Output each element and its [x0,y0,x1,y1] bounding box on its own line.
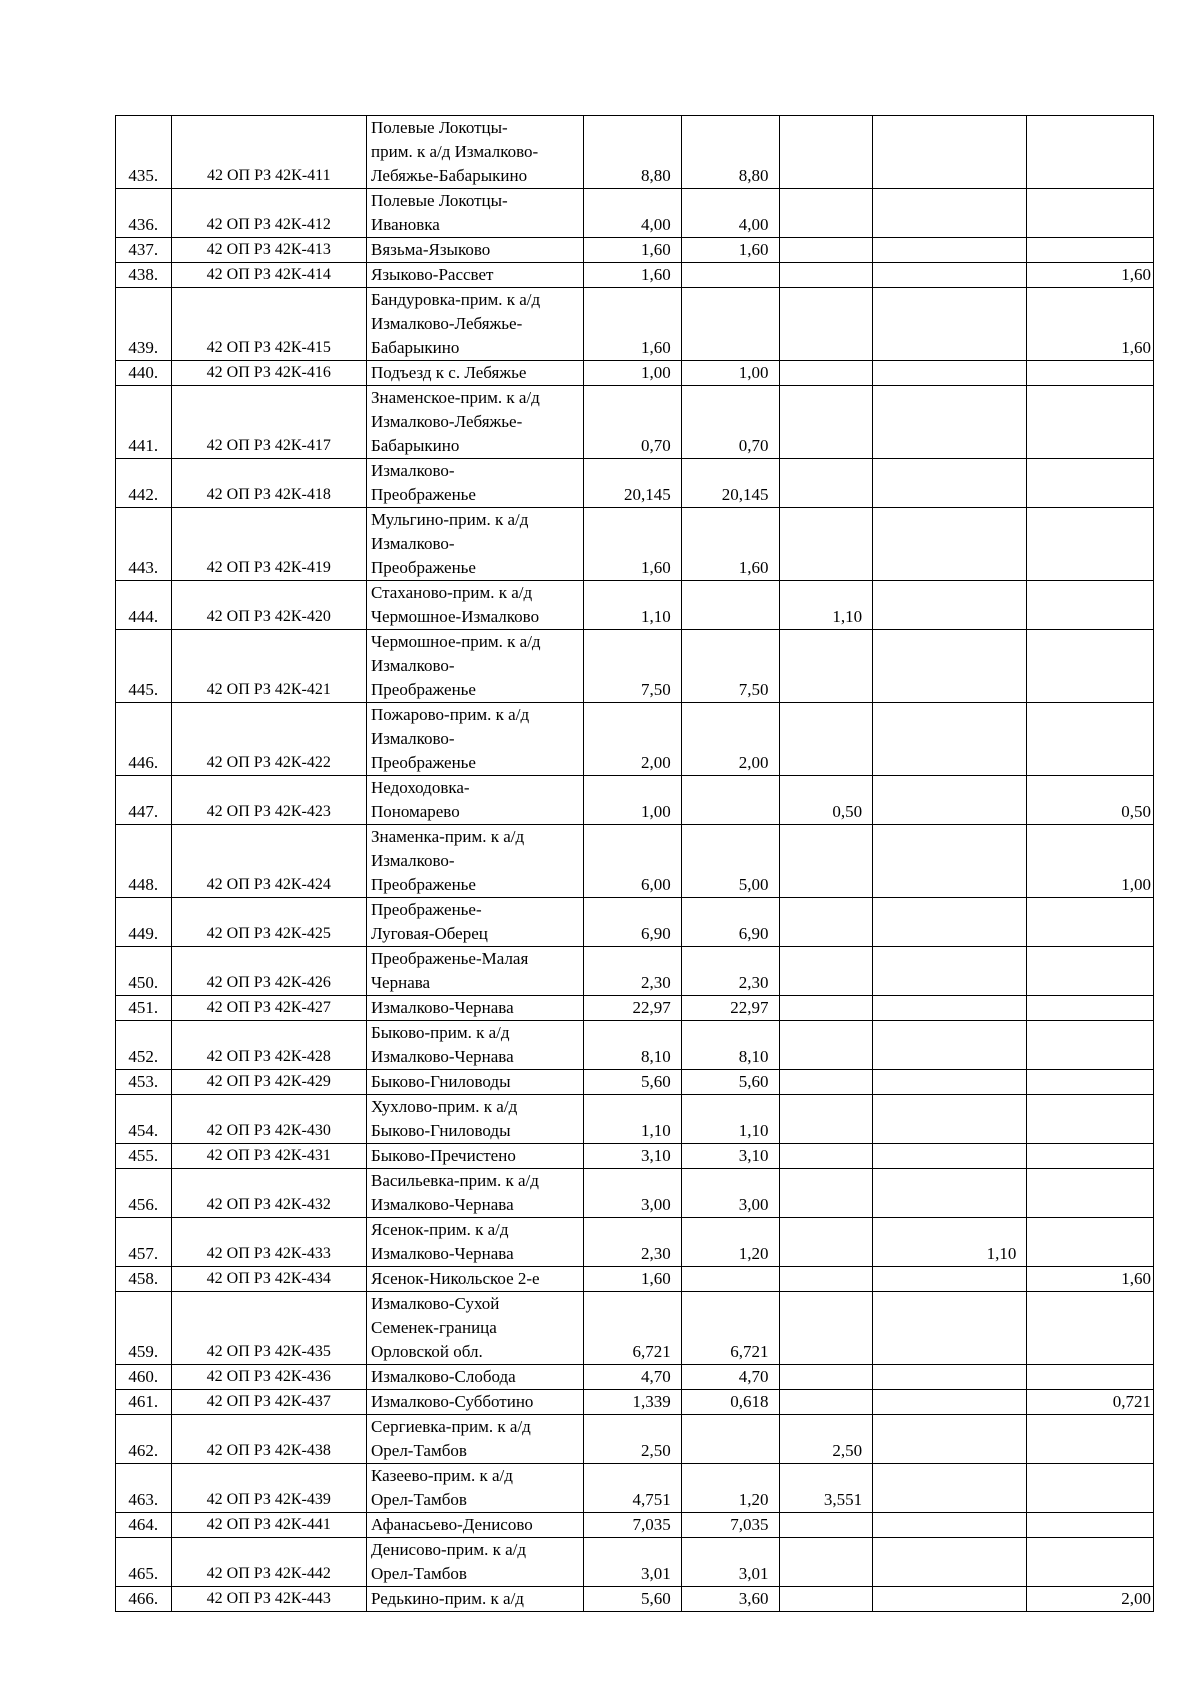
length-col4-cell [873,825,1027,898]
length-col3-cell [779,1538,873,1587]
length-col3-cell [779,1169,873,1218]
row-number-cell: 460. [116,1365,172,1390]
total-length-cell: 2,30 [584,1218,682,1267]
row-number-cell: 448. [116,825,172,898]
road-code-cell: 42 ОП РЗ 42К-434 [171,1267,366,1292]
row-number-cell: 445. [116,630,172,703]
table-row [116,1292,1154,1365]
total-length-cell: 1,00 [584,361,682,386]
length-col2-cell [681,1267,779,1292]
total-length-cell: 1,60 [584,288,682,361]
row-number-cell: 461. [116,1390,172,1415]
row-number-cell: 450. [116,947,172,996]
total-length-cell: 8,10 [584,1021,682,1070]
length-col4-cell [873,630,1027,703]
road-code-cell: 42 ОП РЗ 42К-433 [171,1218,366,1267]
row-number-cell: 444. [116,581,172,630]
total-length-cell: 3,01 [584,1538,682,1587]
road-name-cell: Афанасьево-Денисово [367,1513,584,1538]
length-col3-cell [779,947,873,996]
road-code-cell: 42 ОП РЗ 42К-422 [171,703,366,776]
length-col3-cell: 1,10 [779,581,873,630]
length-col5-cell [1027,581,1154,630]
length-col3-cell: 3,551 [779,1464,873,1513]
table-row [116,508,1154,581]
document-page [115,115,1154,1612]
road-code-cell: 42 ОП РЗ 42К-414 [171,263,366,288]
road-code-cell: 42 ОП РЗ 42К-415 [171,288,366,361]
length-col5-cell [1027,630,1154,703]
length-col2-cell: 8,10 [681,1021,779,1070]
total-length-cell: 1,10 [584,581,682,630]
table-row [116,1095,1154,1144]
table-row [116,703,1154,776]
length-col5-cell [1027,238,1154,263]
row-number-cell: 443. [116,508,172,581]
road-code-cell: 42 ОП РЗ 42К-443 [171,1587,366,1612]
road-name-cell: Редькино-прим. к а/д [367,1587,584,1612]
length-col2-cell: 5,60 [681,1070,779,1095]
length-col4-cell [873,1021,1027,1070]
length-col4-cell [873,1292,1027,1365]
table-row [116,776,1154,825]
length-col5-cell [1027,1513,1154,1538]
length-col2-cell [681,581,779,630]
table-row [116,361,1154,386]
total-length-cell: 1,10 [584,1095,682,1144]
road-code-cell: 42 ОП РЗ 42К-436 [171,1365,366,1390]
road-name-cell: Быково-Пречистено [367,1144,584,1169]
length-col2-cell: 4,00 [681,189,779,238]
row-number-cell: 459. [116,1292,172,1365]
length-col4-cell [873,1267,1027,1292]
road-name-cell: Пожарово-прим. к а/д Измалково- Преображенье [367,703,584,776]
length-col2-cell: 22,97 [681,996,779,1021]
road-name-cell: Денисово-прим. к а/д Орел-Тамбов [367,1538,584,1587]
length-col2-cell: 3,00 [681,1169,779,1218]
length-col2-cell: 8,80 [681,116,779,189]
length-col5-cell [1027,116,1154,189]
total-length-cell: 6,721 [584,1292,682,1365]
length-col2-cell: 7,50 [681,630,779,703]
length-col2-cell [681,776,779,825]
length-col2-cell: 3,01 [681,1538,779,1587]
table-row [116,459,1154,508]
row-number-cell: 453. [116,1070,172,1095]
length-col3-cell [779,703,873,776]
table-row [116,1464,1154,1513]
table-row [116,288,1154,361]
road-name-cell: Мульгино-прим. к а/д Измалково- Преображенье [367,508,584,581]
length-col5-cell: 0,50 [1027,776,1154,825]
table-row [116,1587,1154,1612]
length-col4-cell [873,1513,1027,1538]
row-number-cell: 454. [116,1095,172,1144]
length-col3-cell [779,825,873,898]
road-code-cell: 42 ОП РЗ 42К-437 [171,1390,366,1415]
length-col4-cell [873,1070,1027,1095]
roads-table [115,115,1154,1612]
total-length-cell: 3,00 [584,1169,682,1218]
length-col3-cell [779,116,873,189]
row-number-cell: 463. [116,1464,172,1513]
length-col5-cell: 1,60 [1027,1267,1154,1292]
length-col5-cell [1027,947,1154,996]
length-col2-cell: 4,70 [681,1365,779,1390]
total-length-cell: 4,70 [584,1365,682,1390]
road-name-cell: Сергиевка-прим. к а/д Орел-Тамбов [367,1415,584,1464]
length-col3-cell [779,1267,873,1292]
length-col4-cell [873,459,1027,508]
length-col2-cell: 1,60 [681,238,779,263]
row-number-cell: 462. [116,1415,172,1464]
road-name-cell: Знаменское-прим. к а/д Измалково-Лебяжье- Бабарыкино [367,386,584,459]
length-col4-cell [873,1095,1027,1144]
length-col3-cell [779,361,873,386]
length-col4-cell [873,1144,1027,1169]
length-col5-cell [1027,996,1154,1021]
length-col4-cell [873,361,1027,386]
table-row [116,1021,1154,1070]
length-col4-cell: 1,10 [873,1218,1027,1267]
length-col5-cell [1027,1070,1154,1095]
length-col5-cell [1027,1464,1154,1513]
road-name-cell: Стаханово-прим. к а/д Чермошное-Измалково [367,581,584,630]
road-name-cell: Васильевка-прим. к а/д Измалково-Чернава [367,1169,584,1218]
row-number-cell: 465. [116,1538,172,1587]
length-col2-cell: 3,60 [681,1587,779,1612]
road-name-cell: Хухлово-прим. к а/д Быково-Гниловоды [367,1095,584,1144]
length-col5-cell: 0,721 [1027,1390,1154,1415]
road-code-cell: 42 ОП РЗ 42К-427 [171,996,366,1021]
road-code-cell: 42 ОП РЗ 42К-438 [171,1415,366,1464]
table-row [116,189,1154,238]
length-col3-cell [779,630,873,703]
road-code-cell: 42 ОП РЗ 42К-411 [171,116,366,189]
road-name-cell: Преображенье- Луговая-Оберец [367,898,584,947]
length-col4-cell [873,263,1027,288]
road-code-cell: 42 ОП РЗ 42К-429 [171,1070,366,1095]
total-length-cell: 7,035 [584,1513,682,1538]
road-name-cell: Недоходовка- Пономарево [367,776,584,825]
total-length-cell: 1,60 [584,508,682,581]
total-length-cell: 2,50 [584,1415,682,1464]
length-col4-cell [873,116,1027,189]
row-number-cell: 440. [116,361,172,386]
length-col5-cell [1027,1365,1154,1390]
length-col2-cell [681,1415,779,1464]
road-name-cell: Бандуровка-прим. к а/д Измалково-Лебяжье- Бабарыкино [367,288,584,361]
table-row [116,825,1154,898]
length-col4-cell [873,189,1027,238]
length-col5-cell: 1,60 [1027,263,1154,288]
length-col3-cell [779,1292,873,1365]
road-name-cell: Быково-прим. к а/д Измалково-Чернава [367,1021,584,1070]
length-col3-cell [779,1021,873,1070]
road-name-cell: Измалково-Сухой Семенек-граница Орловской обл. [367,1292,584,1365]
road-code-cell: 42 ОП РЗ 42К-418 [171,459,366,508]
road-code-cell: 42 ОП РЗ 42К-428 [171,1021,366,1070]
row-number-cell: 449. [116,898,172,947]
road-code-cell: 42 ОП РЗ 42К-419 [171,508,366,581]
table-row [116,1169,1154,1218]
total-length-cell: 1,60 [584,1267,682,1292]
length-col5-cell: 1,60 [1027,288,1154,361]
length-col4-cell [873,386,1027,459]
length-col3-cell [779,1070,873,1095]
road-code-cell: 42 ОП РЗ 42К-424 [171,825,366,898]
length-col3-cell [779,508,873,581]
length-col4-cell [873,508,1027,581]
road-name-cell: Ясенок-Никольское 2-е [367,1267,584,1292]
row-number-cell: 457. [116,1218,172,1267]
length-col2-cell: 6,721 [681,1292,779,1365]
table-row [116,1415,1154,1464]
total-length-cell: 2,00 [584,703,682,776]
table-row [116,238,1154,263]
length-col5-cell: 1,00 [1027,825,1154,898]
road-code-cell: 42 ОП РЗ 42К-442 [171,1538,366,1587]
length-col4-cell [873,947,1027,996]
length-col3-cell [779,1513,873,1538]
row-number-cell: 439. [116,288,172,361]
total-length-cell: 4,751 [584,1464,682,1513]
length-col4-cell [873,1365,1027,1390]
length-col3-cell [779,288,873,361]
table-row [116,581,1154,630]
total-length-cell: 1,60 [584,238,682,263]
length-col5-cell [1027,1021,1154,1070]
total-length-cell: 0,70 [584,386,682,459]
row-number-cell: 458. [116,1267,172,1292]
row-number-cell: 435. [116,116,172,189]
road-name-cell: Измалково-Субботино [367,1390,584,1415]
length-col5-cell [1027,459,1154,508]
length-col2-cell: 1,10 [681,1095,779,1144]
road-code-cell: 42 ОП РЗ 42К-425 [171,898,366,947]
length-col4-cell [873,1415,1027,1464]
length-col2-cell: 5,00 [681,825,779,898]
length-col3-cell [779,459,873,508]
length-col4-cell [873,288,1027,361]
length-col5-cell [1027,1292,1154,1365]
length-col3-cell [779,1365,873,1390]
road-name-cell: Ясенок-прим. к а/д Измалково-Чернава [367,1218,584,1267]
table-row [116,1538,1154,1587]
total-length-cell: 1,60 [584,263,682,288]
length-col4-cell [873,703,1027,776]
length-col5-cell [1027,1538,1154,1587]
length-col2-cell: 6,90 [681,898,779,947]
length-col2-cell: 3,10 [681,1144,779,1169]
length-col5-cell [1027,898,1154,947]
total-length-cell: 1,00 [584,776,682,825]
total-length-cell: 2,30 [584,947,682,996]
length-col3-cell [779,1218,873,1267]
length-col5-cell [1027,189,1154,238]
length-col5-cell: 2,00 [1027,1587,1154,1612]
length-col4-cell [873,898,1027,947]
road-name-cell: Полевые Локотцы- Ивановка [367,189,584,238]
table-row [116,996,1154,1021]
length-col2-cell: 0,618 [681,1390,779,1415]
length-col2-cell: 2,00 [681,703,779,776]
table-row [116,630,1154,703]
length-col3-cell [779,386,873,459]
table-row [116,1144,1154,1169]
row-number-cell: 455. [116,1144,172,1169]
table-row [116,947,1154,996]
total-length-cell: 5,60 [584,1070,682,1095]
road-code-cell: 42 ОП РЗ 42К-413 [171,238,366,263]
length-col3-cell: 0,50 [779,776,873,825]
length-col4-cell [873,1390,1027,1415]
road-code-cell: 42 ОП РЗ 42К-431 [171,1144,366,1169]
road-name-cell: Подъезд к с. Лебяжье [367,361,584,386]
length-col5-cell [1027,386,1154,459]
length-col2-cell: 20,145 [681,459,779,508]
road-name-cell: Измалково-Слобода [367,1365,584,1390]
road-name-cell: Полевые Локотцы- прим. к а/д Измалково- Лебяжье-Бабарыкино [367,116,584,189]
length-col2-cell: 1,60 [681,508,779,581]
row-number-cell: 464. [116,1513,172,1538]
road-code-cell: 42 ОП РЗ 42К-417 [171,386,366,459]
total-length-cell: 6,90 [584,898,682,947]
length-col2-cell: 1,20 [681,1464,779,1513]
table-row [116,386,1154,459]
length-col3-cell [779,898,873,947]
road-name-cell: Языково-Рассвет [367,263,584,288]
length-col3-cell [779,263,873,288]
row-number-cell: 437. [116,238,172,263]
length-col4-cell [873,1169,1027,1218]
row-number-cell: 438. [116,263,172,288]
road-code-cell: 42 ОП РЗ 42К-441 [171,1513,366,1538]
length-col5-cell [1027,1415,1154,1464]
length-col3-cell [779,1144,873,1169]
road-name-cell: Преображенье-Малая Чернава [367,947,584,996]
length-col4-cell [873,776,1027,825]
road-code-cell: 42 ОП РЗ 42К-421 [171,630,366,703]
length-col2-cell [681,263,779,288]
table-row [116,1365,1154,1390]
length-col5-cell [1027,361,1154,386]
row-number-cell: 456. [116,1169,172,1218]
length-col5-cell [1027,703,1154,776]
total-length-cell: 4,00 [584,189,682,238]
total-length-cell: 22,97 [584,996,682,1021]
length-col3-cell: 2,50 [779,1415,873,1464]
table-row [116,1513,1154,1538]
row-number-cell: 452. [116,1021,172,1070]
row-number-cell: 442. [116,459,172,508]
length-col5-cell [1027,1144,1154,1169]
table-row [116,1390,1154,1415]
table-row [116,1267,1154,1292]
length-col3-cell [779,1095,873,1144]
row-number-cell: 441. [116,386,172,459]
length-col4-cell [873,1538,1027,1587]
road-code-cell: 42 ОП РЗ 42К-432 [171,1169,366,1218]
row-number-cell: 466. [116,1587,172,1612]
length-col2-cell: 7,035 [681,1513,779,1538]
length-col5-cell [1027,508,1154,581]
row-number-cell: 447. [116,776,172,825]
road-code-cell: 42 ОП РЗ 42К-430 [171,1095,366,1144]
total-length-cell: 8,80 [584,116,682,189]
row-number-cell: 446. [116,703,172,776]
length-col2-cell: 2,30 [681,947,779,996]
road-name-cell: Измалково-Чернава [367,996,584,1021]
total-length-cell: 7,50 [584,630,682,703]
table-row [116,898,1154,947]
length-col2-cell: 1,00 [681,361,779,386]
total-length-cell: 6,00 [584,825,682,898]
road-name-cell: Знаменка-прим. к а/д Измалково- Преображенье [367,825,584,898]
total-length-cell: 20,145 [584,459,682,508]
road-code-cell: 42 ОП РЗ 42К-426 [171,947,366,996]
table-row [116,1218,1154,1267]
road-code-cell: 42 ОП РЗ 42К-412 [171,189,366,238]
length-col4-cell [873,996,1027,1021]
road-code-cell: 42 ОП РЗ 42К-423 [171,776,366,825]
table-row [116,263,1154,288]
road-code-cell: 42 ОП РЗ 42К-439 [171,1464,366,1513]
table-row [116,1070,1154,1095]
total-length-cell: 5,60 [584,1587,682,1612]
row-number-cell: 436. [116,189,172,238]
length-col5-cell [1027,1169,1154,1218]
road-name-cell: Измалково- Преображенье [367,459,584,508]
total-length-cell: 1,339 [584,1390,682,1415]
length-col2-cell: 1,20 [681,1218,779,1267]
length-col3-cell [779,996,873,1021]
length-col5-cell [1027,1095,1154,1144]
length-col3-cell [779,1390,873,1415]
road-name-cell: Чермошное-прим. к а/д Измалково- Преображенье [367,630,584,703]
length-col3-cell [779,189,873,238]
length-col3-cell [779,1587,873,1612]
length-col4-cell [873,238,1027,263]
table-row [116,116,1154,189]
length-col4-cell [873,1587,1027,1612]
road-code-cell: 42 ОП РЗ 42К-435 [171,1292,366,1365]
length-col5-cell [1027,1218,1154,1267]
road-name-cell: Быково-Гниловоды [367,1070,584,1095]
length-col2-cell [681,288,779,361]
length-col2-cell: 0,70 [681,386,779,459]
length-col4-cell [873,1464,1027,1513]
length-col4-cell [873,581,1027,630]
road-code-cell: 42 ОП РЗ 42К-416 [171,361,366,386]
row-number-cell: 451. [116,996,172,1021]
table-body [116,116,1154,1612]
road-name-cell: Казеево-прим. к а/д Орел-Тамбов [367,1464,584,1513]
road-code-cell: 42 ОП РЗ 42К-420 [171,581,366,630]
total-length-cell: 3,10 [584,1144,682,1169]
road-name-cell: Вязьма-Языково [367,238,584,263]
length-col3-cell [779,238,873,263]
